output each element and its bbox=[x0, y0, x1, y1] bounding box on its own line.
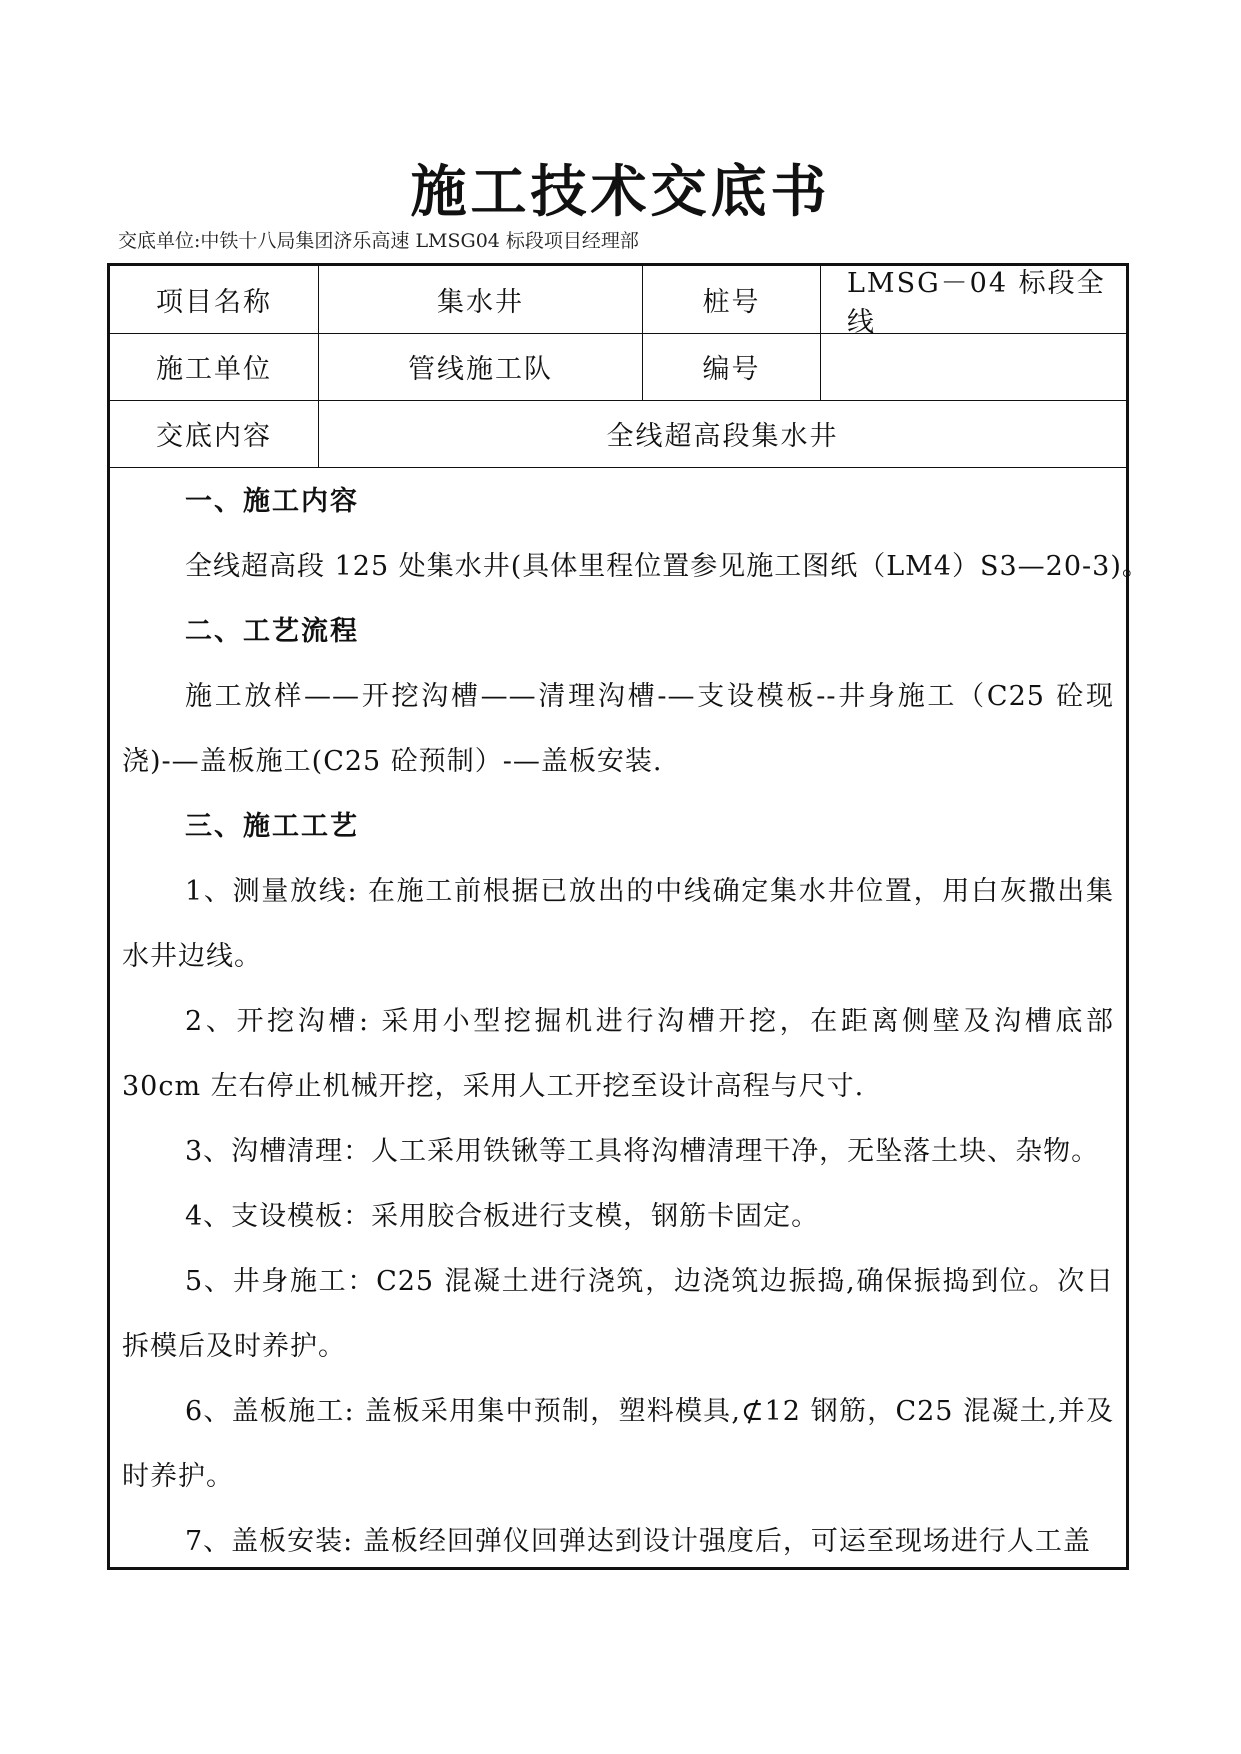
construction-unit-label: 施工单位 bbox=[110, 333, 319, 400]
project-name-label: 项目名称 bbox=[110, 266, 319, 333]
item-formwork: 4、支设模板：采用胶合板进行支模，钢筋卡固定。 bbox=[185, 1201, 820, 1232]
item-survey: 1、测量放线: 在施工前根据已放出的中线确定集水井位置，用白灰撒出集水井边线。 bbox=[122, 876, 1114, 972]
project-name-value: 集水井 bbox=[319, 266, 643, 333]
item-trench-cleaning: 3、沟槽清理：人工采用铁锹等工具将沟槽清理干净，无坠落土块、杂物。 bbox=[185, 1136, 1100, 1167]
paragraph-content: 全线超高段 125 处集水井(具体里程位置参见施工图纸（LM4）S3—20-3)。 bbox=[185, 551, 1150, 582]
document-title: 施工技术交底书 bbox=[410, 159, 831, 225]
issuing-unit-line: 交底单位:中铁十八局集团济乐高速 LMSG04 标段项目经理部 bbox=[118, 230, 639, 252]
item-cover-install: 7、盖板安装: 盖板经回弹仪回弹达到设计强度后，可运至现场进行人工盖 bbox=[185, 1526, 1091, 1557]
disclosure-content-value: 全线超高段集水井 bbox=[606, 421, 839, 452]
section-heading-content: 一、施工内容 bbox=[185, 486, 359, 517]
disclosure-table bbox=[107, 263, 1150, 1570]
disclosure-content-label: 交底内容 bbox=[110, 400, 319, 467]
item-well-body: 5、井身施工：C25 混凝土进行浇筑，边浇筑边振捣,确保振捣到位。次日拆模后及时养护。 bbox=[122, 1266, 1114, 1362]
construction-unit-value: 管线施工队 bbox=[319, 333, 643, 400]
disclosure-body bbox=[110, 469, 1150, 1567]
section-heading-process: 二、工艺流程 bbox=[185, 616, 359, 647]
station-label: 桩号 bbox=[643, 266, 821, 333]
paragraph-process: 施工放样——开挖沟槽——清理沟槽-—支设模板--井身施工（C25 砼现浇)-—盖板施工(C25 砼预制）-—盖板安装. bbox=[122, 681, 1114, 777]
station-value: LMSG－04 标段全线 bbox=[847, 267, 1106, 338]
item-excavation: 2、开挖沟槽: 采用小型挖掘机进行沟槽开挖，在距离侧壁及沟槽底部 30cm 左右停止机械开挖，采用人工开挖至设计高程与尺寸. bbox=[122, 1006, 1114, 1102]
item-cover-plate: 6、盖板施工: 盖板采用集中预制，塑料模具,⊄12 钢筋，C25 混凝土,并及时养护。 bbox=[122, 1396, 1114, 1492]
table-row-project bbox=[110, 266, 1126, 338]
table-row-unit bbox=[110, 333, 1126, 401]
number-value bbox=[821, 333, 1126, 400]
table-row-content bbox=[110, 400, 1126, 468]
section-heading-technique: 三、施工工艺 bbox=[185, 811, 359, 842]
number-label: 编号 bbox=[643, 333, 821, 400]
